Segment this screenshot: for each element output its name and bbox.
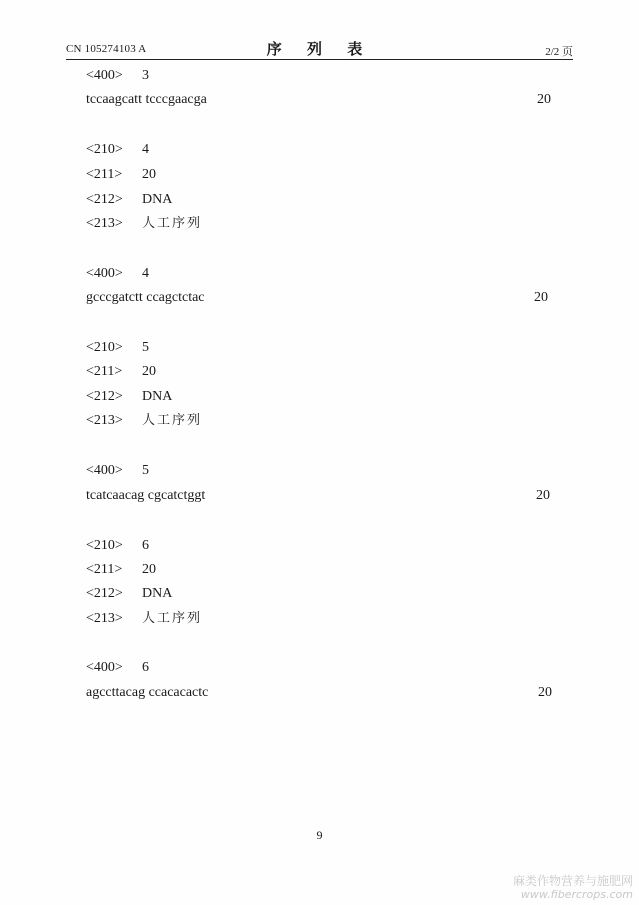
field-value: 人工序列 (142, 413, 203, 428)
field-tag: <212> (86, 586, 123, 601)
field-tag: <210> (86, 538, 123, 553)
field-tag: <400> (86, 660, 123, 675)
seq-4-sequence: gcccgatctt ccagctctac (86, 290, 205, 305)
field-tag: <400> (86, 68, 123, 83)
field-value: 20 (142, 364, 156, 379)
page-of-count: 2/2 页 (545, 46, 573, 58)
field-tag: <400> (86, 463, 123, 478)
field-value: 5 (142, 340, 149, 355)
field-tag: <213> (86, 216, 123, 231)
field-value: DNA (142, 192, 173, 207)
field-value: 20 (142, 167, 156, 182)
patent-number: CN 105274103 A (66, 43, 147, 55)
field-tag: <212> (86, 192, 123, 207)
field-tag: <213> (86, 611, 123, 626)
seq-id-value: 4 (142, 266, 149, 281)
seq-5-210-line (86, 338, 149, 358)
field-value: DNA (142, 389, 173, 404)
seq-5-400-line (86, 461, 149, 481)
seq-6-212-line (86, 584, 172, 604)
watermark-url: www.fibercrops.com (520, 888, 633, 901)
seq-4-212-line (86, 190, 172, 210)
seq-3-400-line (86, 66, 149, 86)
seq-6-211-line (86, 560, 156, 580)
field-value: DNA (142, 586, 173, 601)
seq-6-sequence: agccttacag ccacacactc (86, 685, 209, 700)
watermark (513, 875, 633, 901)
seq-4-400-line (86, 264, 149, 284)
field-tag: <213> (86, 413, 123, 428)
field-tag: <211> (86, 364, 123, 379)
header-rule (66, 59, 573, 60)
field-value: 人工序列 (142, 216, 203, 231)
field-value: 20 (142, 562, 156, 577)
field-value: 4 (142, 142, 149, 157)
field-value: 人工序列 (142, 611, 203, 626)
watermark-site-name: 麻类作物营养与施肥网 (512, 874, 633, 888)
seq-4-213-line (86, 214, 202, 234)
page-title: 序 列 表 (266, 40, 373, 58)
seq-5-sequence: tcatcaacag cgcatctggt (86, 488, 206, 503)
field-tag: <400> (86, 266, 123, 281)
seq-6-length: 20 (538, 685, 552, 700)
seq-4-211-line (86, 165, 156, 185)
seq-id-value: 6 (142, 660, 149, 675)
seq-6-400-line (86, 658, 149, 678)
seq-4-210-line (86, 140, 149, 160)
seq-5-212-line (86, 387, 172, 407)
seq-id-value: 3 (142, 68, 149, 83)
seq-4-length: 20 (534, 290, 548, 305)
field-tag: <211> (86, 167, 123, 182)
field-tag: <210> (86, 340, 123, 355)
field-tag: <211> (86, 562, 123, 577)
seq-6-210-line (86, 536, 149, 556)
field-tag: <212> (86, 389, 123, 404)
seq-6-213-line (86, 609, 202, 629)
page-number: 9 (316, 828, 323, 842)
seq-id-value: 5 (142, 463, 149, 478)
seq-5-211-line (86, 362, 156, 382)
seq-5-length: 20 (536, 488, 550, 503)
seq-3-sequence: tccaagcatt tcccgaacga (86, 92, 207, 107)
field-tag: <210> (86, 142, 123, 157)
seq-5-213-line (86, 411, 202, 431)
seq-3-length: 20 (537, 92, 551, 107)
page-header (66, 38, 573, 60)
field-value: 6 (142, 538, 149, 553)
